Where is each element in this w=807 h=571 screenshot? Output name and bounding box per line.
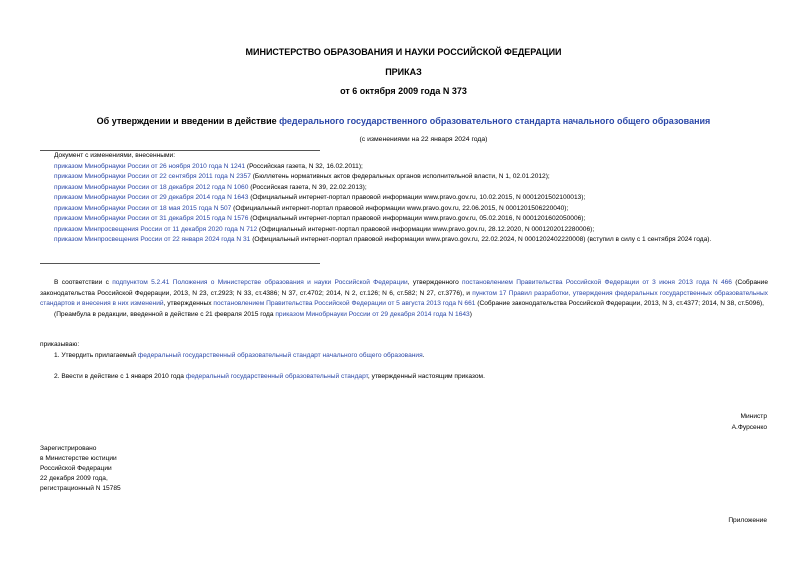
rules-clause-17-link[interactable]: пунктом 17 Правил разработки, утверждения федеральных государственных образовательных стандартов и внесения в них изменений: [40, 289, 768, 307]
amendment-link-8[interactable]: приказом Минпросвещения России от 22 января 2024 года N 31: [54, 236, 251, 243]
date-number-heading: от 6 октября 2009 года N 373: [340, 86, 467, 96]
regulation-clause-link[interactable]: подпунктом 5.2.41 Положения о Министерстве образования и науки Российской Федерации: [112, 279, 408, 286]
amendment-source: (Российская газета, N 32, 16.02.2011);: [245, 162, 363, 170]
registration-block: [40, 444, 121, 494]
preamble-text: (Собрание законодательства Российской Федерации, 2013, N 23, ст.2923; N 33, ст.4386; N 37, ст.4702; 2014, N 2, ст.126; N 6, ст.582; N 27, ст.3776), и: [40, 279, 768, 297]
order-verb: приказываю:: [40, 341, 80, 348]
signer-name: А.Фурсенко: [731, 423, 767, 431]
amendment-link-7[interactable]: приказом Минпросвещения России от 11 декабря 2020 года N 712: [54, 225, 258, 233]
preamble-block: [40, 278, 768, 320]
document-title: [0, 116, 807, 126]
amendment-source: (Официальный интернет-портал правовой информации www.pravo.gov.ru, 10.02.2015, N 0001201502100013);: [248, 194, 586, 201]
preamble-note-link[interactable]: приказом Минобрнауки России от 29 декабря 2014 года N 1643: [275, 310, 470, 318]
amendments-block: [40, 151, 768, 246]
amendment-source: (Официальный интернет-портал правовой информации www.pravo.gov.ru, 28.12.2020, N 0001202012280006);: [257, 225, 595, 233]
amendment-item: [40, 193, 768, 204]
amendment-item: [40, 204, 768, 215]
revision-note: (с изменениями на 22 января 2024 года): [359, 136, 488, 143]
registration-line: 22 декабря 2009 года,: [40, 475, 108, 482]
amendment-item: [40, 183, 768, 194]
amendment-item: [40, 162, 768, 173]
order-text: 1. Утвердить прилагаемый: [54, 352, 138, 359]
amendment-item: [40, 235, 768, 246]
order-item-2: [40, 372, 768, 383]
government-decree-466-link[interactable]: постановлением Правительства Российской Федерации от 3 июня 2013 года N 466: [462, 279, 732, 286]
doc-type-heading: ПРИКАЗ: [385, 67, 422, 77]
divider-bottom: [40, 263, 320, 264]
amendment-link-6[interactable]: приказом Минобрнауки России от 31 декабря 2015 года N 1576: [54, 215, 249, 222]
registration-line: в Министерстве юстиции: [40, 455, 117, 462]
amendment-source: (Официальный интернет-портал правовой информации www.pravo.gov.ru, 22.06.2015, N 0001201506220040);: [231, 204, 569, 212]
amendment-item: [40, 214, 768, 225]
order-item-1: [40, 351, 768, 362]
preamble-note-text: ): [469, 310, 472, 318]
amendment-source: (Официальный интернет-портал правовой информации www.pravo.gov.ru, 22.02.2024, N 0001202402220008) (вступил в силу с 1 сентября 2024 года).: [250, 236, 712, 243]
title-standard-link[interactable]: федерального государственного образовательного стандарта начального общего образования: [279, 116, 711, 126]
amendment-link-5[interactable]: приказом Минобрнауки России от 18 мая 2015 года N 507: [54, 204, 232, 212]
amendment-link-2[interactable]: приказом Минобрнауки России от 22 сентября 2011 года N 2357: [54, 173, 251, 180]
amendments-intro: Документ с изменениями, внесенными:: [54, 152, 176, 159]
order-text: 2. Ввести в действие с 1 января 2010 года: [54, 373, 186, 380]
amendment-link-1[interactable]: приказом Минобрнауки России от 26 ноября 2010 года N 1241: [54, 162, 246, 170]
amendment-item: [40, 225, 768, 236]
preamble-note-text: (Преамбула в редакции, введенной в действие с 21 февраля 2015 года: [54, 310, 276, 318]
registration-line: регистрационный N 15785: [40, 485, 121, 492]
government-decree-661-link[interactable]: постановлением Правительства Российской Федерации от 5 августа 2013 года N 661: [213, 300, 476, 307]
amendment-item: [40, 172, 768, 183]
preamble-text: , утвержденного: [407, 279, 463, 286]
preamble-paragraph: [40, 278, 768, 310]
preamble-text: , утвержденных: [163, 300, 214, 307]
signer-position: Министр: [740, 413, 767, 420]
title-prefix: Об утверждении и введении в действие: [96, 116, 280, 126]
order-text: , утвержденный настоящим приказом.: [367, 373, 485, 380]
registration-line: Российской Федерации: [40, 465, 112, 472]
amendment-source: (Российская газета, N 39, 22.02.2013);: [248, 183, 367, 191]
preamble-text: В соответствии с: [54, 279, 113, 286]
amendment-link-4[interactable]: приказом Минобрнауки России от 29 декабря 2014 года N 1643: [54, 194, 249, 201]
fgos-link[interactable]: федеральный государственный образовательный стандарт: [185, 373, 368, 380]
registration-line: Зарегистрировано: [40, 445, 97, 452]
preamble-note: [40, 310, 768, 321]
amendment-source: (Бюллетень нормативных актов федеральных органов исполнительной власти, N 1, 02.01.2012);: [250, 173, 550, 180]
signature-block: [732, 412, 767, 433]
amendment-link-3[interactable]: приказом Минобрнауки России от 18 декабря 2012 года N 1060: [54, 183, 249, 191]
fgos-noo-link[interactable]: федеральный государственный образовательный стандарт начального общего образования: [137, 352, 423, 359]
amendment-source: (Официальный интернет-портал правовой информации www.pravo.gov.ru, 05.02.2016, N 0001201602050006);: [248, 215, 586, 222]
ministry-heading: МИНИСТЕРСТВО ОБРАЗОВАНИЯ И НАУКИ РОССИЙСКОЙ ФЕДЕРАЦИИ: [245, 47, 562, 57]
preamble-text: (Собрание законодательства Российской Федерации, 2013, N 3, ст.4377; 2014, N 38, ст.5096),: [475, 300, 765, 307]
order-text: .: [422, 352, 425, 359]
appendix-label: Приложение: [728, 517, 767, 524]
